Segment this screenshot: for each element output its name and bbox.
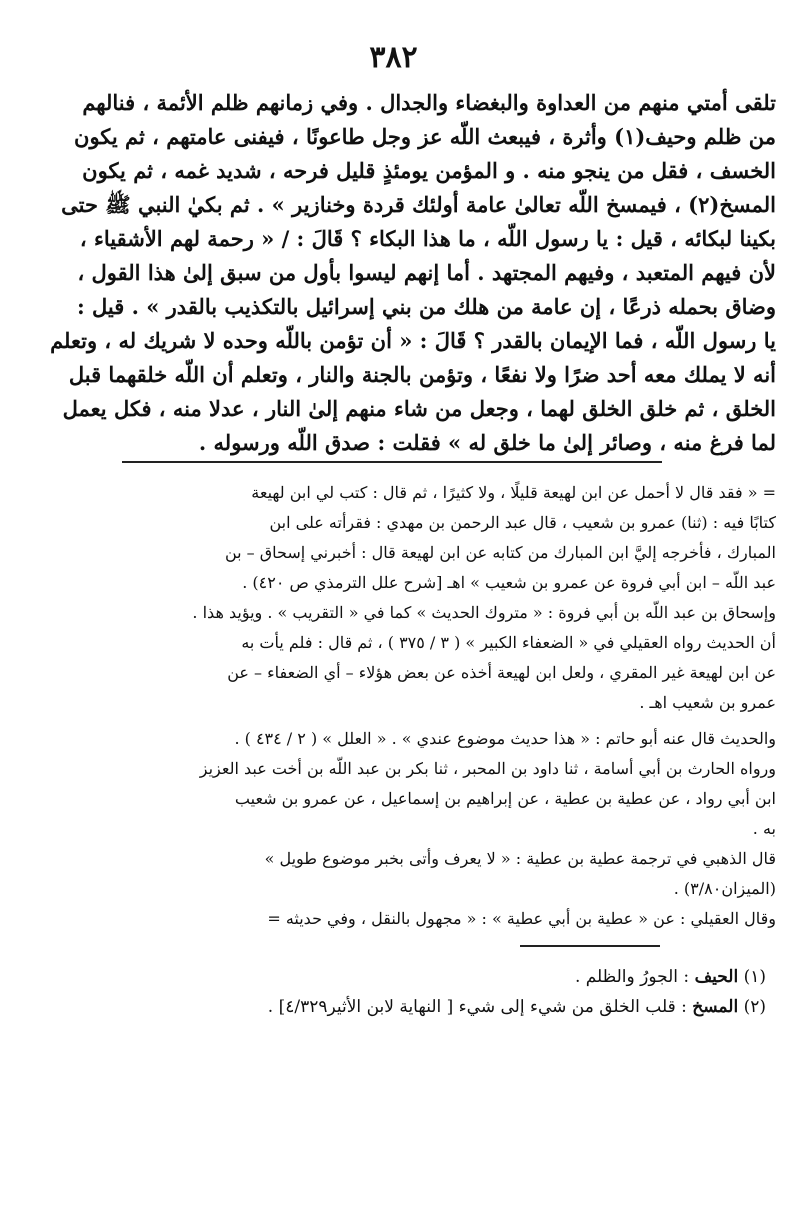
footnotes-divider — [520, 945, 660, 947]
main-line: لأن فيهم المتعبد ، وفيهم المجتهد . أما إنهم ليسوا بأول من سبق إلىٰ هذا القول ، — [77, 260, 776, 285]
main-line: بكينا لبكائه ، قيل : يا رسول اللّه ، ما هذا البكاء ؟ قَالَ : / « رحمة لهم الأشقياء ، — [79, 226, 776, 251]
main-line: أنه لا يملك معه أحد ضرًا ولا نفعًا ، وتؤمن بالجنة والنار ، وتعلم أن اللّه خلقهما قبل — [68, 362, 776, 387]
note-line: (الميزان٣/٨٠) . — [673, 879, 776, 898]
note-line: عمرو بن شعيب اهـ . — [639, 693, 776, 712]
note-line: أن الحديث رواه العقيلي في « الضعفاء الكبير » ( ٣ / ٣٧٥ ) ، ثم قال : فلم يأت به — [241, 633, 776, 652]
note-line: المبارك ، فأخرجه إليَّ ابن المبارك من كتابه عن ابن لهيعة قال : أخبرني إسحاق – بن — [224, 543, 776, 562]
note-line: عبد اللّه – ابن أبي فروة عن عمرو بن شعيب » اهـ [شرح علل الترمذي ص ٤٢٠) . — [242, 573, 776, 592]
footnote-term: المسخ — [692, 997, 739, 1017]
main-line: من ظلم وحيف(١) وأثرة ، فيبعث اللّه عز وجل طاعونًا ، فيفنى عامتهم ، ثم يكون — [74, 124, 776, 149]
note-line: قال الذهبي في ترجمة عطية بن عطية : « لا يعرف وأتى بخبر موضوع طويل » — [264, 849, 776, 868]
notes-divider — [122, 461, 662, 463]
page-number: ٣٨٢ — [369, 40, 418, 75]
footnotes — [20, 962, 776, 1022]
note-line: كتابًا فيه : (ثنا) عمرو بن شعيب ، قال عبد الرحمن بن مهدي : فقرأته على ابن — [269, 513, 776, 532]
footnote-2 — [20, 992, 776, 1022]
main-line: تلقى أمتي منهم من العداوة والبغضاء والجدال . وفي زمانهم ظلم الأئمة ، فنالهم — [82, 90, 776, 115]
footnote-marker: (٢) — [743, 997, 766, 1017]
note-line: ورواه الحارث بن أبي أسامة ، ثنا داود بن المحبر ، ثنا بكر بن عبد اللّه بن أخت عبد العزيز — [199, 759, 776, 778]
note-line: وقال العقيلي : عن « عطية بن أبي عطية » : « مجهول بالنقل ، وفي حديثه = — [267, 909, 776, 928]
footnote-marker: (١) — [743, 967, 766, 987]
main-line: يا رسول اللّه ، فما الإيمان بالقدر ؟ قَالَ : « أن تؤمن باللّه وحده لا شريك له ، وتعلم — [50, 328, 776, 353]
main-line: لما فرغ منه ، وصائر إلىٰ ما خلق له » فقلت : صدق اللّه ورسوله . — [198, 430, 776, 455]
footnote-text: : قلب الخلق من شيء إلى شيء [ النهاية لابن الأثير٤/٣٢٩] . — [267, 997, 687, 1017]
footnote-1 — [20, 962, 776, 992]
note-line: = « فقد قال لا أحمل عن ابن لهيعة قليلًا ، ولا كثيرًا ، ثم قال : كتب لي ابن لهيعة — [251, 483, 776, 502]
main-line: وضاق بحمله ذرعًا ، إن عامة من هلك من بني إسرائيل بالتكذيب بالقدر » . قيل : — [76, 294, 776, 319]
notes-block — [20, 478, 776, 934]
main-line: الخلق ، ثم خلق الخلق لهما ، وجعل من شاء منهم إلىٰ النار ، عدلا منه ، فكل يعمل — [62, 396, 776, 421]
note-line: ابن أبي رواد ، عن عطية بن عطية ، عن إبراهيم بن إسماعيل ، عن عمرو بن شعيب — [234, 789, 776, 808]
note-line: والحديث قال عنه أبو حاتم : « هذا حديث موضوع عندي » . « العلل » ( ٢ / ٤٣٤ ) . — [234, 729, 776, 748]
note-line: وإسحاق بن عبد اللّه بن أبي فروة : « متروك الحديث » كما في « التقريب » . ويؤيد هذا . — [192, 603, 776, 622]
note-line: به . — [752, 819, 776, 838]
footnote-text: : الجورُ والظلم . — [574, 967, 690, 987]
main-line: المسخ(٢) ، فيمسخ اللّه تعالىٰ عامة أولئك قردة وخنازير » . ثم بكيٰ النبي ﷺ حتى — [61, 192, 776, 217]
note-line: عن ابن لهيعة غير المقري ، ولعل ابن لهيعة أخذه عن بعض هؤلاء – أي الضعفاء – عن — [227, 663, 776, 682]
main-line: الخسف ، فقل من ينجو منه . و المؤمن يومئذٍ قليل فرحه ، شديد غمه ، ثم يكون — [82, 158, 776, 183]
footnote-term: الحيف — [694, 967, 739, 987]
main-text — [20, 86, 776, 460]
